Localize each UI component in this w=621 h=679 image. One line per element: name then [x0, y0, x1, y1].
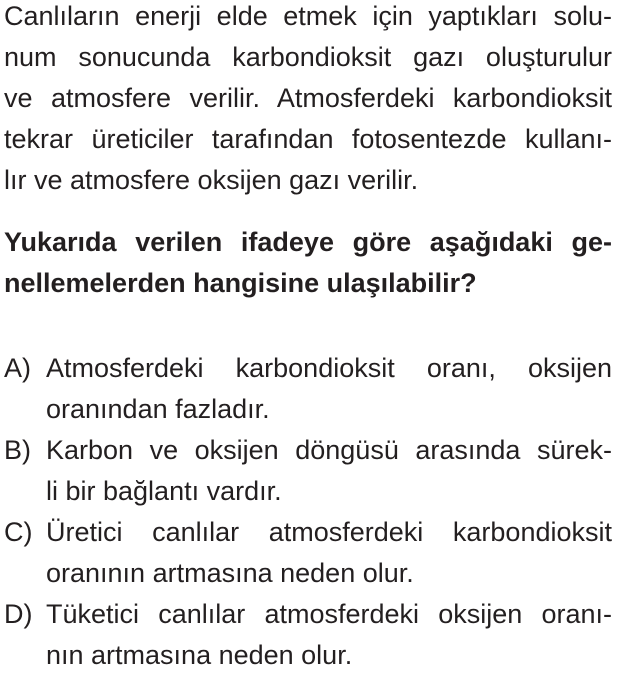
passage-line: tekrar üreticiler tarafından fotosentezde kullanı- — [4, 124, 612, 154]
option-letter: C) — [4, 517, 33, 547]
question-line: Yukarıda verilen ifadeye göre aşağıdaki ge- — [4, 227, 612, 257]
passage-line: ve atmosfere verilir. Atmosferdeki karbondioksit — [4, 83, 612, 113]
option-text-line: Karbon ve oksijen döngüsü arasında sürek- — [46, 435, 612, 465]
option-text-line: Üretici canlılar atmosferdeki karbondioksit — [46, 517, 612, 547]
passage-line: Canlıların enerji elde etmek için yaptıkları solu- — [4, 1, 612, 31]
option-text-line: Atmosferdeki karbondioksit oranı, oksijen — [46, 353, 612, 383]
option-text-line: nın artmasına neden olur. — [46, 640, 353, 670]
option-text-line: oranından fazladır. — [46, 394, 270, 424]
option-letter: B) — [4, 435, 31, 465]
option-letter: A) — [4, 353, 31, 383]
question-line: nellemelerden hangisine ulaşılabilir? — [4, 268, 477, 298]
passage-line: lır ve atmosfere oksijen gazı verilir. — [4, 165, 419, 195]
option-text-line: li bir bağlantı vardır. — [46, 476, 282, 506]
option-letter: D) — [4, 599, 33, 629]
passage-line: num sonucunda karbondioksit gazı oluşturulur — [4, 42, 612, 72]
option-text-line: Tüketici canlılar atmosferdeki oksijen oranı- — [46, 599, 612, 629]
option-text-line: oranının artmasına neden olur. — [46, 558, 414, 588]
